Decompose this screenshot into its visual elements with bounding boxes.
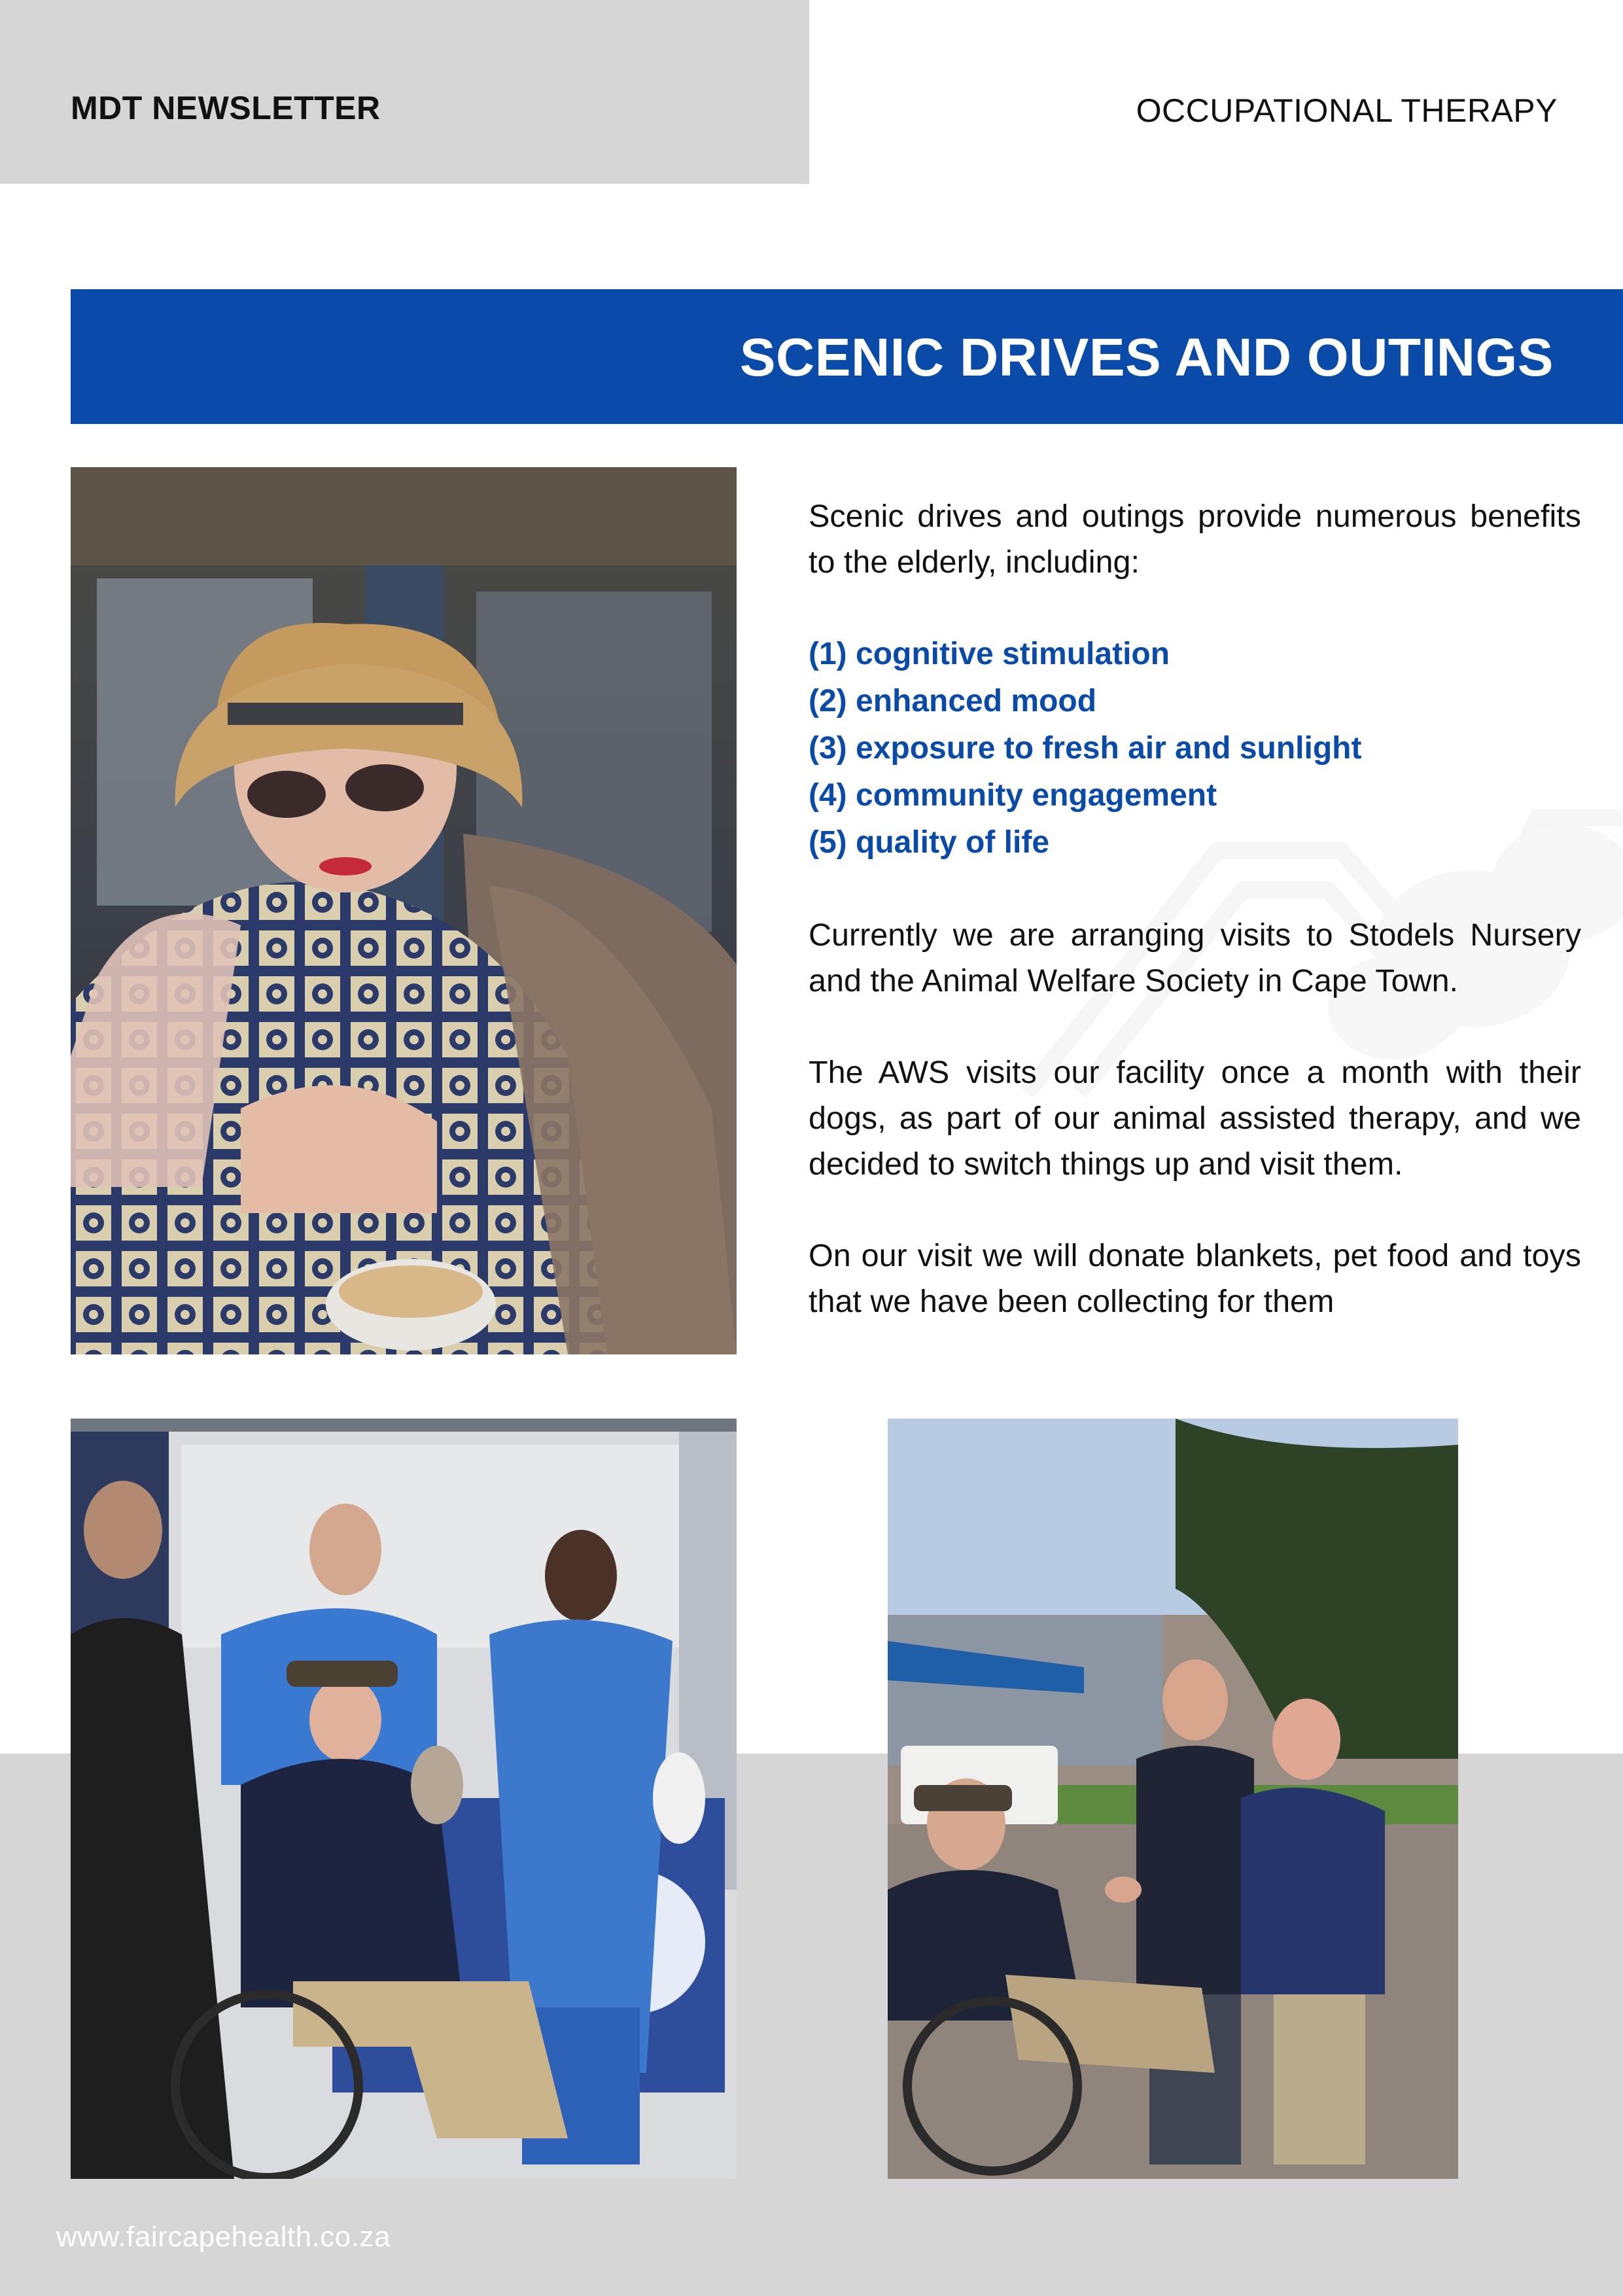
photo-handshake-outdoors <box>888 1419 1458 2179</box>
aws-paragraph: The AWS visits our facility once a month with their dogs, as part of our animal assisted therapy, and we decided to switch things up and visit them. <box>809 1055 1581 1182</box>
intro-paragraph: Scenic drives and outings provide numerous benefits to the elderly, including: <box>809 499 1581 580</box>
section-label: OCCUPATIONAL THERAPY <box>1136 92 1558 129</box>
benefit-item: (1) cognitive stimulation <box>809 637 1170 671</box>
photo-resident-with-staff <box>71 1419 737 2179</box>
title-bar <box>71 289 1623 424</box>
visits-paragraph: Currently we are arranging visits to Stodels Nursery and the Animal Welfare Society in Cape Town. <box>809 917 1581 998</box>
benefits-list <box>809 631 1581 866</box>
photo-woman-with-hat <box>71 467 737 1354</box>
newsletter-label: MDT NEWSLETTER <box>71 90 381 126</box>
donation-paragraph: On our visit we will donate blankets, pet food and toys that we have been collecting for them <box>809 1238 1581 1319</box>
article-body <box>809 493 1581 1324</box>
benefit-item: (3) exposure to fresh air and sunlight <box>809 731 1362 766</box>
benefit-item: (5) quality of life <box>809 825 1050 860</box>
benefit-item: (2) enhanced mood <box>809 684 1097 718</box>
benefit-item: (4) community engagement <box>809 778 1217 813</box>
website-link[interactable]: www.faircapehealth.co.za <box>56 2221 391 2253</box>
page-title: SCENIC DRIVES AND OUTINGS <box>739 328 1554 387</box>
